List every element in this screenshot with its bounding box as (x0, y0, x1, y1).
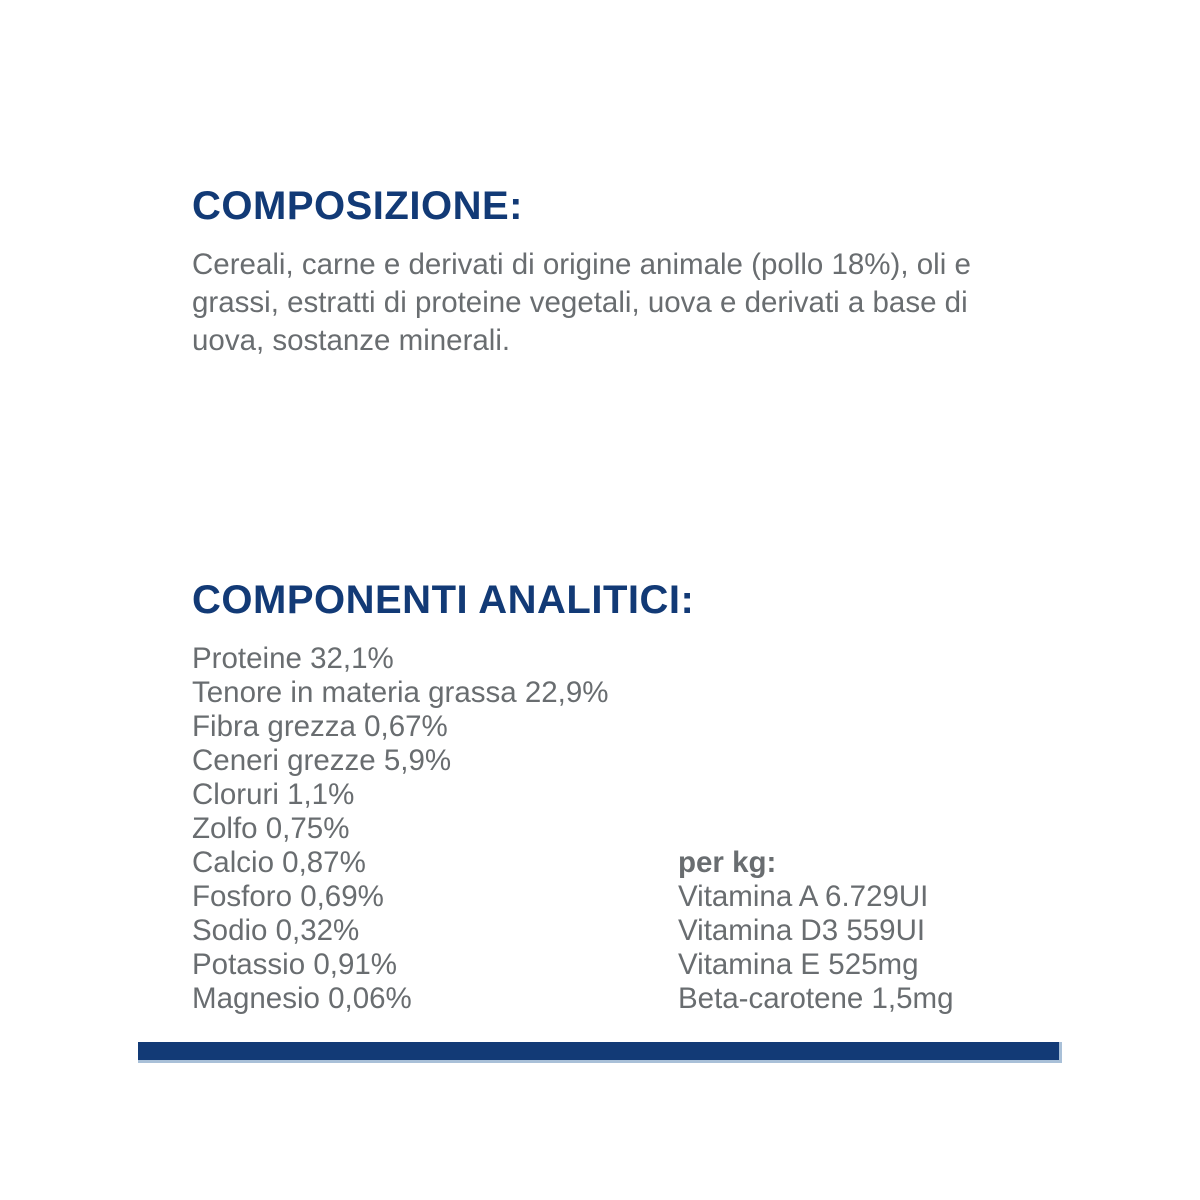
perkg-item-vitamina-a: Vitamina A 6.729UI (678, 880, 929, 913)
analytic-item-tenore: Tenore in materia grassa 22,9% (192, 676, 609, 709)
analytic-item-fibra: Fibra grezza 0,67% (192, 710, 448, 743)
per-kg-list (678, 880, 954, 1016)
analytical-components-list (192, 642, 609, 1016)
perkg-item-vitamina-d3: Vitamina D3 559UI (678, 914, 926, 947)
analytic-item-cloruri: Cloruri 1,1% (192, 778, 355, 811)
analytic-item-zolfo: Zolfo 0,75% (192, 812, 350, 845)
analytical-components-heading: COMPONENTI ANALITICI: (192, 578, 695, 622)
perkg-item-beta-carotene: Beta-carotene 1,5mg (678, 982, 954, 1015)
composition-body-text: Cereali, carne e derivati di origine animale (pollo 18%), oli e grassi, estratti di proteine vegetali, uova e derivati a base di uova, sostanze minerali. (192, 248, 971, 357)
analytic-item-calcio: Calcio 0,87% (192, 846, 366, 879)
analytic-item-magnesio: Magnesio 0,06% (192, 982, 412, 1015)
footer-accent-bar (138, 1042, 1062, 1063)
composition-heading: COMPOSIZIONE: (192, 184, 523, 228)
analytic-item-proteine: Proteine 32,1% (192, 642, 394, 675)
analytic-item-sodio: Sodio 0,32% (192, 914, 360, 947)
perkg-item-vitamina-e: Vitamina E 525mg (678, 948, 919, 981)
analytic-item-ceneri: Ceneri grezze 5,9% (192, 744, 452, 777)
analytic-item-fosforo: Fosforo 0,69% (192, 880, 384, 913)
per-kg-label: per kg: (678, 846, 777, 879)
per-kg-block (678, 846, 954, 1016)
analytic-item-potassio: Potassio 0,91% (192, 948, 397, 981)
